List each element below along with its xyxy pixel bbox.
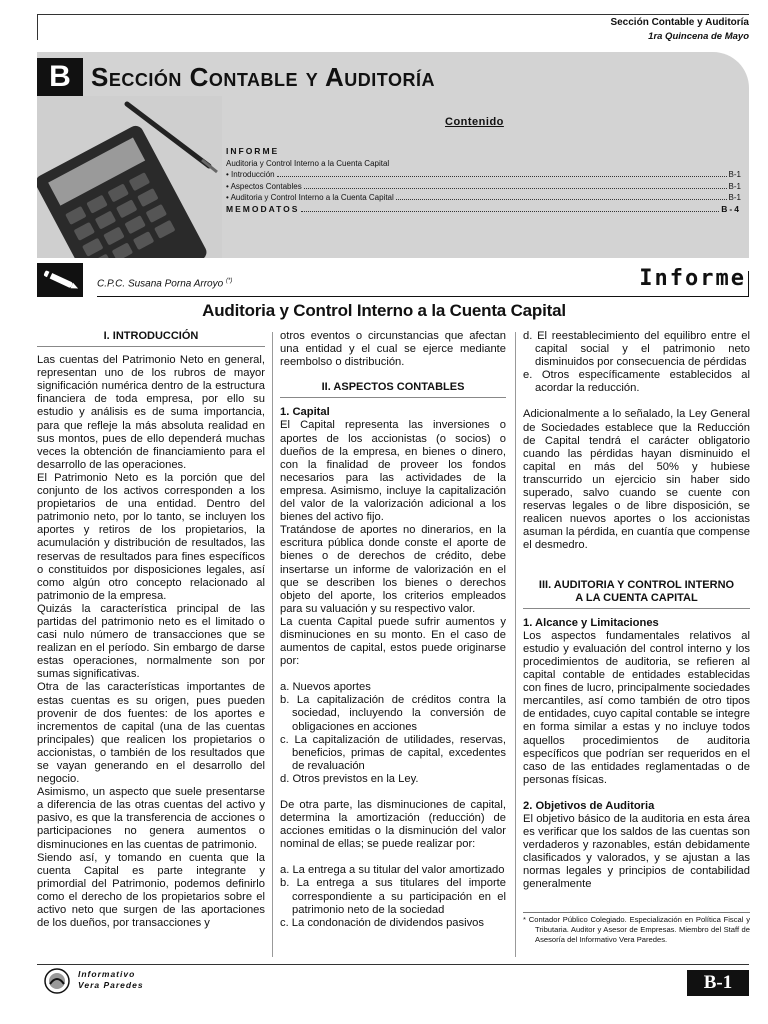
subsection-heading: 1. Capital <box>280 406 330 419</box>
header-rule <box>37 14 749 15</box>
section-heading-line2: A LA CUENTA CAPITAL <box>575 591 698 604</box>
publisher-name: Informativo Vera Paredes <box>78 969 144 990</box>
article-title: Auditoria y Control Interno a la Cuenta Capital <box>202 301 566 320</box>
list-item: a. La entrega a su titular del valor amortizado <box>280 864 505 877</box>
paragraph: El Patrimonio Neto es la porción que del conjunto de los activos corresponden a los propietarios de una entidad. Dentro del patrimonio neto, por lo tanto, se incluyen los aportes y retiros de los propietarios, la acumulación y distribución de resultados, las reservas de resultados para fines específicos o constituidos por disposiciones legales, así como algún otro concepto relacionado al patrimonio de la empresa. <box>37 471 265 602</box>
toc-heading: Contenido <box>445 116 504 128</box>
toc-entry[interactable]: • Introducción B-1 <box>226 170 741 179</box>
paragraph: El Capital representa las inversiones o aportes de los accionistas (o socios) o dueños de la empresa, en bienes o dinero, con la finalidad de proveer los fondos necesarios para las actividades de la empresa. Asimismo, incluye la capitalización del valor de la valorización adicional a los bienes del activo fijo. <box>280 419 506 524</box>
list-item: d. El reestablecimiento del equilibro entre el capital social y el patrimonio neto disminuidos por consecuencia de pérdidas <box>523 330 750 369</box>
column-1 <box>37 330 265 930</box>
toc-entry[interactable]: • Aspectos Contables B-1 <box>226 181 741 191</box>
paragraph: Otra de las características importantes de estas cuentas es su origen, pues pueden provenir de dos fuentes: de los aportes e incrementos de capital (una de las cuentas principales) que realicen los propietarios o accionistas, o también de los resultados que se vayan generando en el desarrollo del negocio. <box>37 681 265 786</box>
footer-rule <box>37 964 749 965</box>
author-name: C.P.C. Susana Porna Arroyo (*) <box>97 278 233 290</box>
section-label: Informe <box>639 266 746 291</box>
paragraph: Siendo así, y tomando en cuenta que la cuenta Capital es parte integrante y primordial del Patrimonio, podemos definirlo como el derecho de los propietarios sobre el activo neto que surgen de las aportaciones de los dueños, por transacciones y <box>37 851 265 930</box>
paragraph: Adicionalmente a lo señalado, la Ley General de Sociedades establece que la Reducción de Capital tendrá el carácter obligatorio cuando las pérdidas hayan disminuido el capital en más del 50% y hubiese transcurrido un ejercicio sin haber sido superado, salvo cuando se cuente con reservas legales o de libre disposición, se realicen nuevos aportes o los accionistas asuman la pérdida, en cuantía que compense el desmedro. <box>523 408 751 552</box>
list-item: b. La capitalización de créditos contra la sociedad, incluyendo la conversión de obligaciones en acciones <box>280 694 506 733</box>
toc-entry[interactable]: • Auditoria y Control Interno a la Cuenta Capital B-1 <box>226 193 741 202</box>
table-of-contents <box>226 146 741 215</box>
list-item: c. La condonación de dividendos pasivos <box>280 916 485 929</box>
header-date: 1ra Quincena de Mayo <box>648 31 749 42</box>
calculator-photo <box>37 96 222 258</box>
list-item: d. Otros previstos en la Ley. <box>280 772 419 785</box>
paragraph: otros eventos o circunstancias que afectan una entidad y el cual se ejerce mediante reembolso o distribución. <box>280 330 506 369</box>
paragraph: Quizás la característica principal de las partidas del patrimonio neto es el limitado o casi nulo número de transacciones que se realizan en el período. Sin embargo de darse estas operaciones, normalmente son por sumas significativas. <box>37 602 265 681</box>
section-title: Sección Contable y Auditoría <box>91 62 435 92</box>
paragraph: Los aspectos fundamentales relativos al estudio y evaluación del control interno y los procedimientos de auditoria, se refieren al capital contable de entidades establecidas con fines de lucro, principalmente sociedades mercantiles, así como también de otro tipos de entidades, cuyo capital contable se integre en forma similar a estas y no incluye todos aquellos procedimientos de auditoria específicos que podrían ser requeridos en el caso de las entidades reglamentadas o de personas físicas. <box>523 629 751 786</box>
paragraph: Las cuentas del Patrimonio Neto en general, representan uno de los rubros de mayor significación numérica dentro de la estructura financiera de toda empresa, por ello su estudio y análisis es de suma importancia, para que refleje la más absoluta realidad en sus montos, pues de ello dependerá muchas veces la obtención de financiamiento para el desarrollo de las operaciones. <box>37 354 265 471</box>
author-rule <box>97 296 749 297</box>
list-item: a. Nuevos aportes <box>280 681 371 694</box>
paragraph: La cuenta Capital puede sufrir aumentos y disminuciones en su monto. En el caso de aumentos de capital, estos puede originarse por: <box>280 615 506 668</box>
author-vertical-rule <box>748 271 749 297</box>
subsection-heading: 2. Objetivos de Auditoria <box>523 799 655 812</box>
toc-group-title: Auditoria y Control Interno a la Cuenta Capital <box>226 158 390 168</box>
toc-group-informe: INFORME <box>226 146 280 156</box>
section-heading: III. AUDITORIA Y CONTROL INTERNO <box>538 578 735 591</box>
header-section-name: Sección Contable y Auditoría <box>610 17 749 28</box>
author-footnote: * Contador Público Colegiado. Especialización en Política Fiscal y Tributaria. Auditor y Asesor de Empresas. Miembro del Staff de Asesoría del Informativo Vera Paredes. <box>523 912 750 944</box>
publisher-logo-icon <box>44 968 70 994</box>
list-item: e. Otros específicamente establecidos al acordar la reducción. <box>523 369 750 395</box>
section-heading: I. INTRODUCCIÓN <box>37 330 265 347</box>
list-item: b. La entrega a sus titulares del importe correspondiente a su participación en el patrimonio neto de la sociedad <box>280 877 506 916</box>
column-divider <box>272 332 273 957</box>
page-number: B-1 <box>687 970 749 996</box>
list-item: c. La capitalización de utilidades, reservas, beneficios, primas de capital, excedentes de revaluación <box>280 733 506 772</box>
column-2 <box>280 330 506 930</box>
section-heading: II. ASPECTOS CONTABLES <box>280 381 506 398</box>
paragraph: El objetivo básico de la auditoria en esta área es verificar que los saldos de las cuentas son verdaderos y razonables, están debidamente clasificados y valorados, y se ajustan a las normas legales y principios de contabilidad generalmente <box>523 813 750 891</box>
toc-entry-memodatos[interactable]: MEMODATOS B-4 <box>226 203 741 214</box>
column-3 <box>523 330 750 892</box>
subsection-heading: 1. Alcance y Limitaciones <box>523 616 659 629</box>
paragraph: Tratándose de aportes no dinerarios, en la escritura pública donde conste el aporte de bienes o de derechos de crédito, debe insertarse un informe de valorización en el que se describen los bienes o derechos objeto del aporte, los criterios empleados para su valuación y su respectivo valor. <box>280 524 506 615</box>
paragraph: De otra parte, las disminuciones de capital, determina la amortización (reducción) de acciones emitidas o la disminución del valor nominal de ellas; se puede realizar por: <box>280 799 506 851</box>
header-vertical-rule <box>37 14 38 40</box>
paragraph: Asimismo, un aspecto que suele presentarse a diferencia de las otras cuentas del activo y pasivo, es que la transferencia de acciones o participaciones no genera aumentos o disminuciones en las cuentas de patrimonio. <box>37 786 265 851</box>
pen-icon <box>37 263 83 297</box>
section-badge: B <box>37 58 83 96</box>
column-divider <box>515 332 516 957</box>
